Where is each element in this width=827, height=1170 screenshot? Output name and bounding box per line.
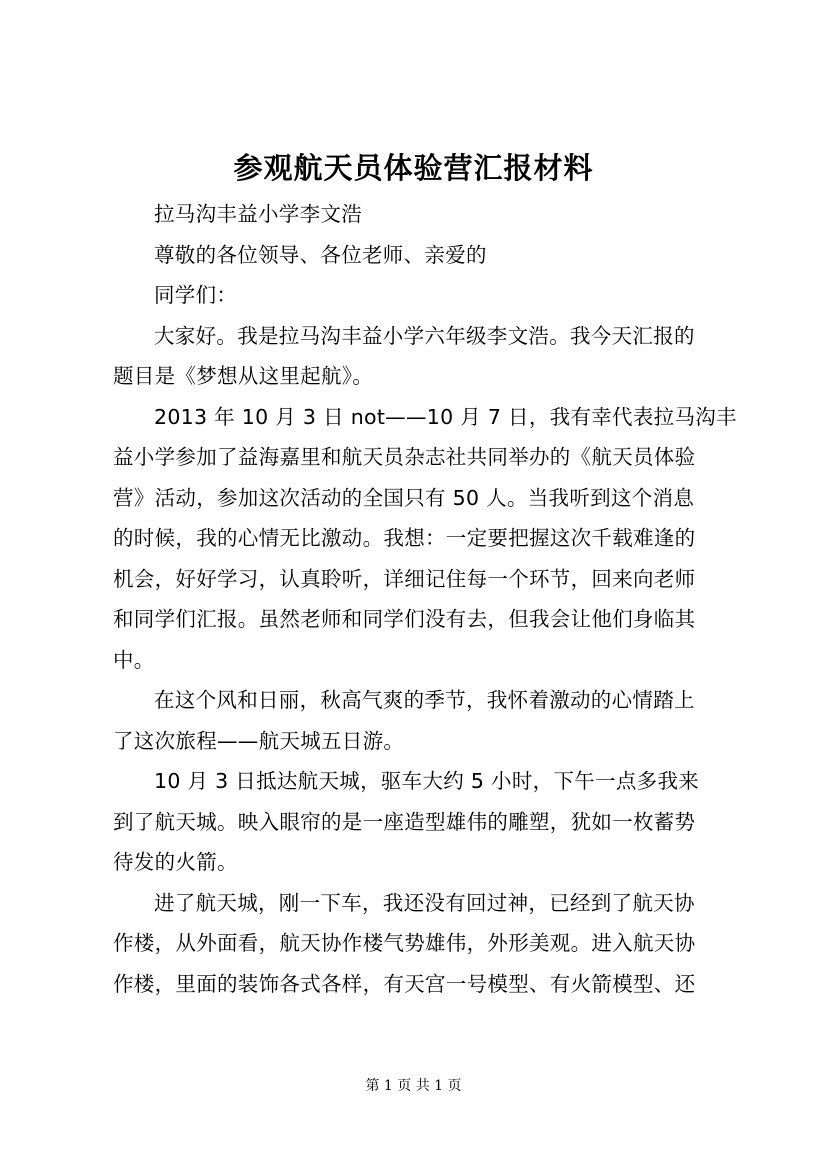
paragraph-line: 2013 年 10 月 3 日 not——10 月 7 日，我有幸代表拉马沟丰 [154,404,737,429]
paragraph-line: 在这个风和日丽，秋高气爽的季节，我怀着激动的心情踏上 [154,688,695,712]
paragraph-line: 作楼，里面的装饰各式各样，有天宫一号模型、有火箭模型、还 [113,971,696,996]
paragraph-line: 待发的火箭。 [113,850,238,874]
paragraph-line: 营》活动，参加这次活动的全国只有 50 人。当我听到这个消息 [113,485,695,510]
document-title: 参观航天员体验营汇报材料 [233,151,594,185]
paragraph-line: 10 月 3 日抵达航天城，驱车大约 5 小时，下午一点多我来 [154,769,700,793]
salutation-line-continued: 同学们： [154,283,238,307]
paragraph-line: 和同学们汇报。虽然老师和同学们没有去，但我会让他们身临其 [113,607,696,631]
document-body [113,194,737,1004]
paragraph-line: 中。 [113,647,155,672]
paragraph-line: 进了航天城，刚一下车，我还没有回过神，已经到了航天协 [154,890,695,915]
author-line: 拉马沟丰益小学李文浩 [154,202,362,226]
paragraph-line: 大家好。我是拉马沟丰益小学六年级李文浩。我今天汇报的 [154,323,695,348]
paragraph-line: 机会，好好学习，认真聆听，详细记住每一个环节，回来向老师 [113,566,696,591]
paragraph-line: 到了航天城。映入眼帘的是一座造型雄伟的雕塑，犹如一枚蓄势 [113,809,696,834]
page-footer: 第 1 页 共 1 页 [365,1078,462,1094]
paragraph-line: 的时候，我的心情无比激动。我想：一定要把握这次千载难逢的 [113,526,696,550]
paragraph-line: 作楼，从外面看，航天协作楼气势雄伟，外形美观。进入航天协 [113,931,696,955]
paragraph-line: 益小学参加了益海嘉里和航天员杂志社共同举办的《航天员体验 [113,445,696,469]
paragraph-line: 了这次旅程——航天城五日游。 [113,728,405,753]
paragraph-line: 题目是《梦想从这里起航》。 [113,364,374,388]
salutation-line: 尊敬的各位领导、各位老师、亲爱的 [154,242,487,267]
